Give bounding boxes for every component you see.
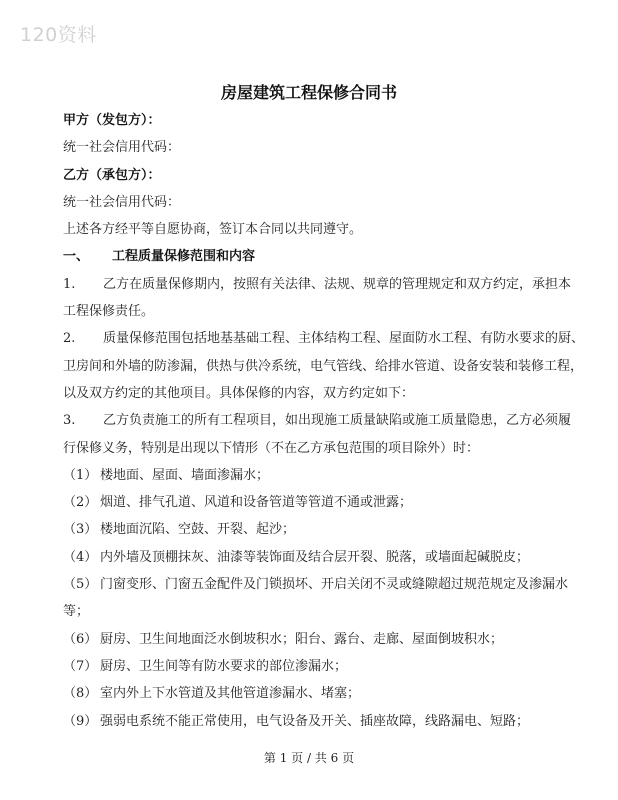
item-number: （9） [63,713,98,729]
list-item [63,680,563,707]
page-number-footer: 第 1 页 / 共 6 页 [263,751,355,765]
item-text: 烟道、排气孔道、风道和设备管道等管道不通或泄露； [100,495,413,511]
list-item [63,544,563,571]
clause-1-line-1 [63,271,572,298]
list-item [63,462,563,489]
item-text: 楼地面沉陷、空鼓、开裂、起沙； [100,522,296,538]
clause-3-line-2: 行保修义务，特别是出现以下情形（不在乙方承包范围的项目除外）时： [63,440,480,456]
item-number: （4） [63,549,98,565]
item-text: 厨房、卫生间地面泛水倒坡积水；阳台、露台、走廊、屋面倒坡积水； [100,631,504,647]
item-text: 厨房、卫生间等有防水要求的部位渗漏水； [100,658,348,674]
item-text: 门窗变形、门窗五金配件及门锁损坏、开启关闭不灵或缝隙超过规范规定及渗漏水 [100,577,569,593]
party-b-credit-code: 统一社会信用代码： [63,194,181,210]
list-item-continuation: 等； [63,604,90,620]
item-number: （8） [63,686,98,702]
clause-3-line-1 [63,407,572,434]
item-number: （3） [63,522,98,538]
item-number: （1） [63,467,98,483]
list-item [63,516,563,543]
list-item [63,571,569,598]
intro-text: 上述各方经平等自愿协商，签订本合同以共同遵守。 [63,222,363,238]
clause-number: 3. [63,413,76,429]
clause-text: 乙方在质量保修期内，按照有关法律、法规、规章的管理规定和双方约定，承担本 [103,276,572,292]
item-text: 强弱电系统不能正常使用，电气设备及开关、插座故障，线路漏电、短路； [100,713,530,729]
item-text: 内外墙及顶棚抹灰、油漆等装饰面及结合层开裂、脱落，或墙面起碱脱皮； [100,549,530,565]
clause-number: 1. [63,276,76,292]
list-item [63,489,563,516]
clause-text: 质量保修范围包括地基基础工程、主体结构工程、屋面防水工程、有防水要求的厨、 [103,331,585,347]
item-number: （5） [63,577,98,593]
list-item [63,653,563,680]
clause-text: 乙方负责施工的所有工程项目，如出现施工质量缺陷或施工质量隐患，乙方必须履 [103,413,572,429]
document-title: 房屋建筑工程保修合同书 [220,83,397,102]
clause-1-line-2: 工程保修责任。 [63,304,155,320]
document-body [63,107,585,735]
section-number: 一、 [63,249,90,265]
section-heading [63,243,563,270]
party-a-credit-code: 统一社会信用代码： [63,140,181,156]
clause-2-line-1 [63,325,585,352]
item-text: 楼地面、屋面、墙面渗漏水； [100,467,270,483]
clause-2-line-3: 以及双方约定的其他项目。具体保修的内容，双方约定如下： [63,385,415,401]
party-b-label: 乙方（承包方）： [63,167,161,183]
list-item [63,708,563,735]
item-number: （7） [63,658,98,674]
section-title: 工程质量保修范围和内容 [112,249,256,265]
item-text: 室内外上下水管道及其他管道渗漏水、堵塞； [100,686,361,702]
clause-2-line-2: 卫房间和外墙的防渗漏，供热与供冷系统，电气管线、给排水管道、设备安装和装修工程， [63,358,584,374]
clause-number: 2. [63,331,76,347]
watermark: 120资料 [20,24,97,46]
item-number: （6） [63,631,98,647]
list-item [63,626,563,653]
item-number: （2） [63,495,98,511]
party-a-label: 甲方（发包方）： [63,113,161,128]
